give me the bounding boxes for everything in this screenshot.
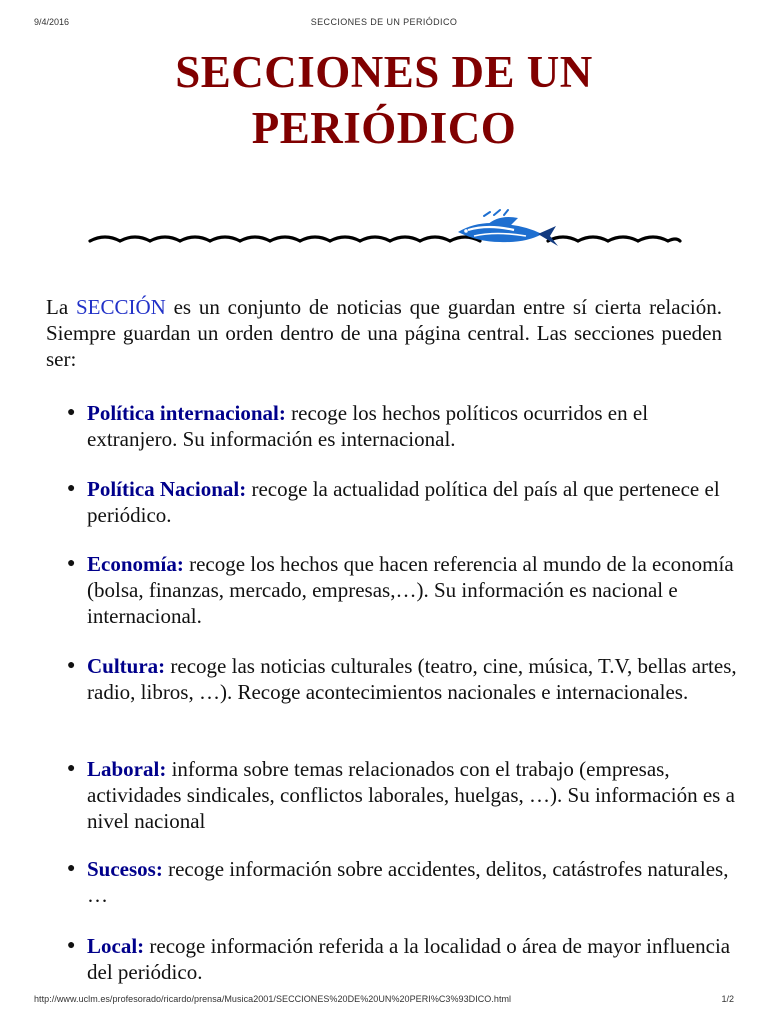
- wave-line: [90, 237, 680, 241]
- bullet-icon: ●: [67, 556, 76, 571]
- section-text: recoge los hechos políticos ocurridos en el extranjero. Su información es internacional.: [87, 401, 649, 451]
- fish-shape: [458, 210, 558, 246]
- page-title-line-2: PERIÓDICO: [251, 103, 517, 153]
- intro-lead: La: [46, 295, 76, 319]
- section-term: Política internacional:: [87, 401, 286, 425]
- bullet-icon: ●: [67, 658, 76, 673]
- section-term: Local:: [87, 934, 145, 958]
- intro-paragraph: [46, 294, 722, 372]
- bullet-icon: ●: [67, 481, 76, 496]
- intro-text: es un conjunto de noticias que guardan entre sí cierta relación. Siempre guardan un orden dentro de una página central. Las secciones pueden ser:: [46, 295, 722, 371]
- section-term: Sucesos:: [87, 857, 163, 881]
- section-text: recoge las noticias culturales (teatro, cine, música, T.V, bellas artes, radio, libros, …). Recoge acontecimientos nacionales e internacionales.: [87, 654, 737, 704]
- section-term: Política Nacional:: [87, 477, 247, 501]
- section-text: recoge la actualidad política del país al que pertenece el periódico.: [87, 477, 720, 527]
- print-footer: [0, 994, 768, 1006]
- section-term: Economía:: [87, 552, 184, 576]
- page-title-line-1: SECCIONES DE UN: [175, 47, 593, 97]
- list-item: [64, 400, 737, 452]
- list-item: [64, 933, 737, 985]
- page-number: 1/2: [721, 994, 734, 1004]
- section-term: Cultura:: [87, 654, 166, 678]
- page-title: [80, 44, 688, 156]
- list-item: [64, 756, 737, 834]
- bullet-icon: ●: [67, 405, 76, 420]
- bullet-icon: ●: [67, 861, 76, 876]
- source-url: http://www.uclm.es/profesorado/ricardo/prensa/Musica2001/SECCIONES%20DE%20UN%20PERI%C3%93DICO.html: [34, 994, 512, 1004]
- list-item: [64, 653, 737, 705]
- section-text: recoge los hechos que hacen referencia al mundo de la economía (bolsa, finanzas, mercado, empresas,…). Su información es nacional e internacional.: [87, 552, 734, 628]
- intro-highlight: SECCIÓN: [75, 295, 166, 319]
- section-text: recoge información referida a la localidad o área de mayor influencia del periódico.: [87, 934, 731, 984]
- bullet-icon: ●: [67, 761, 76, 776]
- section-text: recoge información sobre accidentes, delitos, catástrofes naturales, …: [87, 857, 729, 907]
- list-item: [64, 551, 737, 629]
- print-title: SECCIONES DE UN PERIÓDICO: [310, 17, 458, 27]
- section-term: Laboral:: [87, 757, 167, 781]
- print-header: [0, 17, 768, 29]
- wave-fish-icon: [86, 206, 686, 254]
- list-item: [64, 856, 737, 908]
- print-date: 9/4/2016: [34, 17, 70, 27]
- list-item: [64, 476, 737, 528]
- section-text: informa sobre temas relacionados con el trabajo (empresas, actividades sindicales, conflictos laborales, huelgas, …). Su información es a nivel nacional: [87, 757, 735, 833]
- bullet-icon: ●: [67, 938, 76, 953]
